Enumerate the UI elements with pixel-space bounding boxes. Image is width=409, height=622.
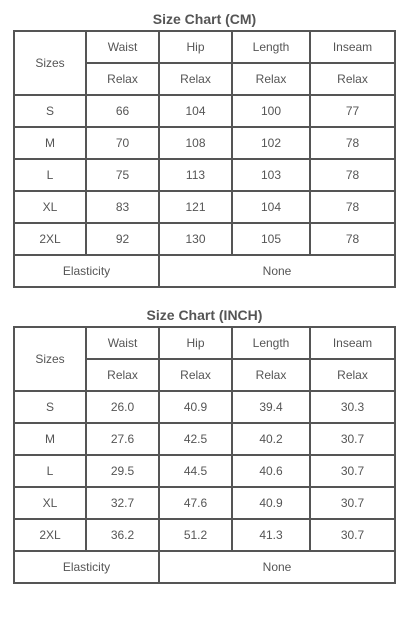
hip-cell: 47.6 (159, 487, 232, 519)
hip-cell: 51.2 (159, 519, 232, 551)
waist-cell: 75 (86, 159, 159, 191)
hip-cell: 113 (159, 159, 232, 191)
waist-cell: 70 (86, 127, 159, 159)
waist-cell: 66 (86, 95, 159, 127)
length-cell: 40.2 (232, 423, 310, 455)
size-cell: S (14, 95, 86, 127)
elasticity-value: None (159, 551, 395, 583)
elasticity-label: Elasticity (14, 551, 159, 583)
waist-header: Waist (86, 31, 159, 63)
length-fit: Relax (232, 63, 310, 95)
size-cell: 2XL (14, 519, 86, 551)
inseam-cell: 30.3 (310, 391, 395, 423)
size-cell: M (14, 423, 86, 455)
size-cell: S (14, 391, 86, 423)
table-row (14, 223, 395, 255)
waist-cell: 29.5 (86, 455, 159, 487)
waist-cell: 32.7 (86, 487, 159, 519)
hip-cell: 44.5 (159, 455, 232, 487)
sizes-header: Sizes (14, 327, 86, 391)
inseam-cell: 30.7 (310, 519, 395, 551)
waist-cell: 26.0 (86, 391, 159, 423)
waist-cell: 83 (86, 191, 159, 223)
length-cell: 103 (232, 159, 310, 191)
table-row (14, 159, 395, 191)
length-cell: 100 (232, 95, 310, 127)
hip-fit: Relax (159, 359, 232, 391)
elasticity-row (14, 255, 395, 287)
table-row (14, 191, 395, 223)
inseam-header: Inseam (310, 327, 395, 359)
waist-cell: 36.2 (86, 519, 159, 551)
inseam-cell: 30.7 (310, 455, 395, 487)
inseam-cell: 78 (310, 159, 395, 191)
size-chart-cm-table (13, 30, 396, 288)
inseam-cell: 30.7 (310, 487, 395, 519)
length-cell: 40.6 (232, 455, 310, 487)
table-row (14, 487, 395, 519)
waist-cell: 92 (86, 223, 159, 255)
hip-cell: 42.5 (159, 423, 232, 455)
header-row (14, 31, 395, 63)
inseam-cell: 77 (310, 95, 395, 127)
length-header: Length (232, 31, 310, 63)
header-row (14, 327, 395, 359)
hip-header: Hip (159, 327, 232, 359)
inseam-cell: 78 (310, 223, 395, 255)
size-cell: M (14, 127, 86, 159)
table-row (14, 423, 395, 455)
size-cell: L (14, 455, 86, 487)
length-cell: 105 (232, 223, 310, 255)
length-cell: 39.4 (232, 391, 310, 423)
hip-header: Hip (159, 31, 232, 63)
hip-cell: 130 (159, 223, 232, 255)
elasticity-label: Elasticity (14, 255, 159, 287)
size-cell: XL (14, 487, 86, 519)
inseam-fit: Relax (310, 63, 395, 95)
hip-cell: 104 (159, 95, 232, 127)
table-row (14, 127, 395, 159)
size-chart-inch-table (13, 326, 396, 584)
length-fit: Relax (232, 359, 310, 391)
size-chart-cm-title: Size Chart (CM) (152, 11, 257, 27)
waist-fit: Relax (86, 63, 159, 95)
length-cell: 40.9 (232, 487, 310, 519)
table-row (14, 391, 395, 423)
length-header: Length (232, 327, 310, 359)
length-cell: 102 (232, 127, 310, 159)
table-row (14, 519, 395, 551)
hip-cell: 40.9 (159, 391, 232, 423)
waist-header: Waist (86, 327, 159, 359)
sizes-header: Sizes (14, 31, 86, 95)
elasticity-row (14, 551, 395, 583)
inseam-fit: Relax (310, 359, 395, 391)
table-row (14, 95, 395, 127)
inseam-cell: 78 (310, 127, 395, 159)
waist-fit: Relax (86, 359, 159, 391)
elasticity-value: None (159, 255, 395, 287)
inseam-header: Inseam (310, 31, 395, 63)
hip-cell: 108 (159, 127, 232, 159)
size-cell: 2XL (14, 223, 86, 255)
size-cell: L (14, 159, 86, 191)
inseam-cell: 78 (310, 191, 395, 223)
hip-cell: 121 (159, 191, 232, 223)
hip-fit: Relax (159, 63, 232, 95)
length-cell: 104 (232, 191, 310, 223)
length-cell: 41.3 (232, 519, 310, 551)
waist-cell: 27.6 (86, 423, 159, 455)
inseam-cell: 30.7 (310, 423, 395, 455)
size-cell: XL (14, 191, 86, 223)
table-row (14, 455, 395, 487)
size-chart-inch-title: Size Chart (INCH) (146, 307, 263, 323)
